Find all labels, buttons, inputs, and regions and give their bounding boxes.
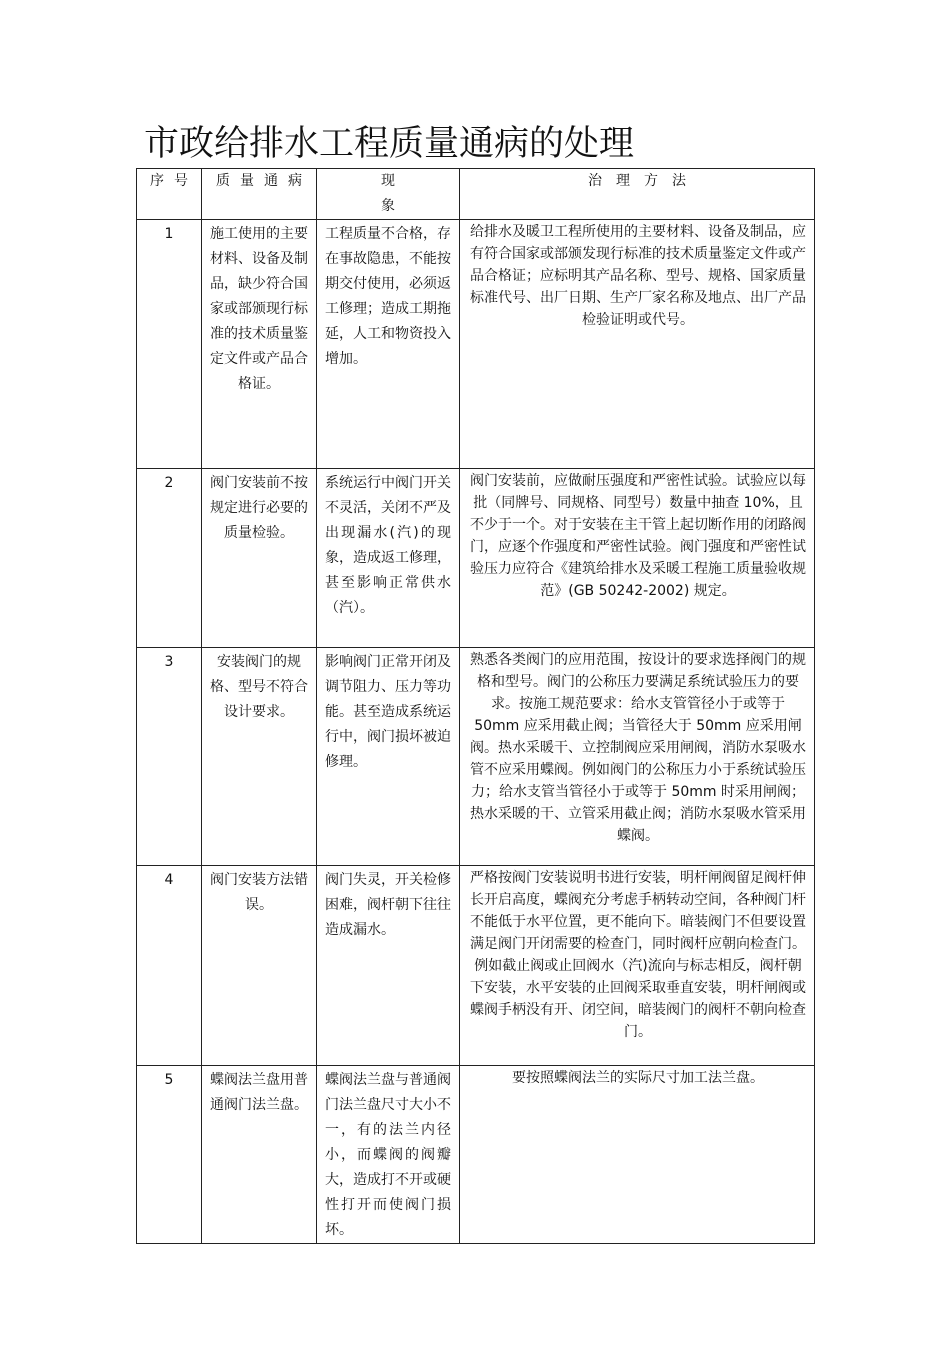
row-number: 4 [137,866,202,1066]
row-number: 5 [137,1066,202,1244]
table-header-row [137,169,815,220]
row-phenomenon: 阀门失灵，开关检修困难，阀杆朝下往往造成漏水。 [317,866,460,1066]
row-number: 1 [137,220,202,469]
row-phenomenon: 系统运行中阀门开关不灵活，关闭不严及出现漏水(汽)的现象，造成返工修理，甚至影响正常供水（汽）。 [317,469,460,648]
row-issue: 施工使用的主要材料、设备及制品，缺少符合国家或部颁现行标准的技术质量鉴定文件或产品合格证。 [202,220,317,469]
header-method: 治理方法 [460,169,815,220]
table-row [137,220,815,469]
row-phenomenon: 影响阀门正常开闭及调节阻力、压力等功能。甚至造成系统运行中，阀门损坏被迫修理。 [317,648,460,866]
header-issue: 质量通病 [202,169,317,220]
row-number: 2 [137,469,202,648]
row-issue: 蝶阀法兰盘用普通阀门法兰盘。 [202,1066,317,1244]
row-method: 严格按阀门安装说明书进行安装，明杆闸阀留足阀杆伸长开启高度，蝶阀充分考虑手柄转动空间，各种阀门杆不能低于水平位置，更不能向下。暗装阀门不但要设置满足阀门开闭需要的检查门，同时阀杆应朝向检查门。例如截止阀或止回阀水（汽)流向与标志相反，阀杆朝下安装，水平安装的止回阀采取垂直安装，明杆闸阀或蝶阀手柄没有开、闭空间，暗装阀门的阀杆不朝向检查门。 [460,866,815,1066]
table-row [137,866,815,1066]
table-row [137,1066,815,1244]
row-issue: 阀门安装前不按规定进行必要的质量检验。 [202,469,317,648]
page-title: 市政给排水工程质量通病的处理 [144,124,635,164]
row-number: 3 [137,648,202,866]
header-no: 序号 [137,169,202,220]
row-phenomenon: 工程质量不合格，存在事故隐患，不能按期交付使用，必须返工修理；造成工期拖延，人工和物资投入增加。 [317,220,460,469]
table-row [137,648,815,866]
row-method: 给排水及暖卫工程所使用的主要材料、设备及制品，应有符合国家或部颁发现行标准的技术质量鉴定文件或产品合格证；应标明其产品名称、型号、规格、国家质量标准代号、出厂日期、生产厂家名称及地点、出厂产品检验证明或代号。 [460,220,815,469]
row-issue: 阀门安装方法错误。 [202,866,317,1066]
quality-issues-table [136,168,815,1244]
row-method: 要按照蝶阀法兰的实际尺寸加工法兰盘。 [460,1066,815,1244]
row-method: 阀门安装前，应做耐压强度和严密性试验。试验应以每批（同牌号、同规格、同型号）数量中抽查 10%，且不少于一个。对于安装在主干管上起切断作用的闭路阀门，应逐个作强度和严密性试验。阀门强度和严密性试验压力应符合《建筑给排水及采暖工程施工质量验收规范》(GB 50242-2002) 规定。 [460,469,815,648]
row-phenomenon: 蝶阀法兰盘与普通阀门法兰盘尺寸大小不一，有的法兰内径小，而蝶阀的阀瓣大，造成打不开或硬性打开而使阀门损坏。 [317,1066,460,1244]
header-phenomenon: 现象 [317,169,460,220]
row-issue: 安装阀门的规格、型号不符合设计要求。 [202,648,317,866]
table-row [137,469,815,648]
row-method: 熟悉各类阀门的应用范围，按设计的要求选择阀门的规格和型号。阀门的公称压力要满足系统试验压力的要求。按施工规范要求：给水支管管径小于或等于 50mm 应采用截止阀；当管径大于 50mm 应采用闸阀。热水采暖干、立控制阀应采用闸阀，消防水泵吸水管不应采用蝶阀。例如阀门的公称压力小于系统试验压力；给水支管当管径小于或等于 50mm 时采用闸阀；热水采暖的干、立管采用截止阀；消防水泵吸水管采用蝶阀。 [460,648,815,866]
